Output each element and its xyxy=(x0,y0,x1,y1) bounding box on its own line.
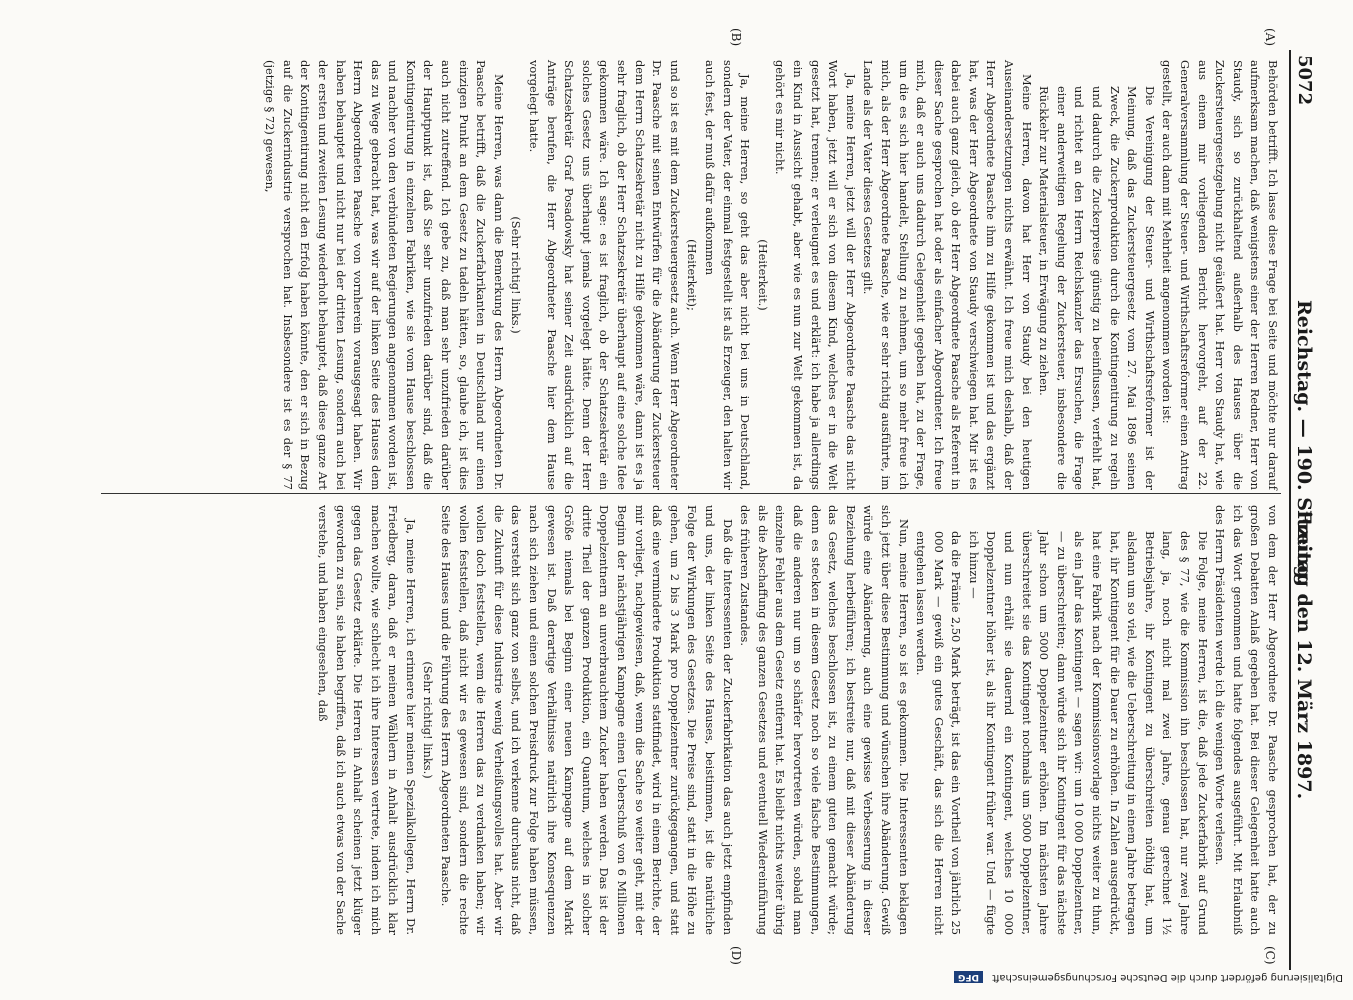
paragraph: Die Folge, meine Herren, ist die, daß jede Zuckerfabrik auf Grund des § 77, wie die Kommission ihn beschlossen hat, nur zwei Jahre lang, ja, noch nicht mal zwei Jahre, genau gerechnet 1½ Betriebsjahre, ihr Kontingent zu überschreiten nöthig hat, um alsdann um so viel, wie die Ueberschreitung in einem Jahre betragen hat, ihr Kontingent für die Dauer zu erhöhen. In Zahlen ausgedrückt, hat eine Fabrik nach der Kommissionsvorlage nichts weiter zu thun, als ein Jahr das Kontingent — sagen wir: um 10 000 Doppelzentner, — zu überschreiten; dann würde sich ihr Kontingent für das nächste Jahr schon um 5000 Doppelzentner erhöhen. Im nächsten Jahre überschreitet sie das Kontingent nochmals um 5000 Doppelzentner, und nun erhält sie dauernd ein Kontingent, welches 10 000 Doppelzentner höher ist, als ihr Kontingent früher war. Und — fügte ich hinzu — xyxy=(966,531,1210,935)
paragraph: (Sehr richtig! links.) xyxy=(421,661,436,779)
paragraph: Ja, meine Herren, ich erinnere hier meinen Spezialkollegen, Herrn Dr. Friedberg, daran, daß er meinen Wählern in Anhalt ausdrücklich klar machen wollte, wie schlecht ich ihre Interessen vertrete, indem ich mich gegen das Gesetz erklärte. Die Herren in Anhalt scheinen jetzt klüger geworden zu sein, sie haben begriffen, daß ich auch etwas von der Sache verstehe, und haben eingesehen, daß xyxy=(315,505,418,935)
dfg-logo: DFG xyxy=(954,971,983,983)
paragraph: Ja, meine Herren, jetzt will der Herr Abgeordnete Paasche das nicht Wort haben, jetzt will er sich von diesem Kind, welches er in die Welt gesetzt hat, trennen; er verleugnet es und erklärt: ich habe ja allerdings ein Kind in Aussicht gehabt, aber wie es nun zur Welt gekommen ist, da gehört es mir nicht. xyxy=(773,60,858,490)
paragraph: Meine Herren, was dann die Bemerkung des Herrn Abgeordneten Dr. Paasche betrifft, daß die Zuckerfabrikanten in Deutschland nur einen einzigen Punkt an dem Gesetz zu tadeln hätten, so, glaube ich, ist dies auch nicht zutreffend. Ich gebe zu, daß man sehr unzufrieden darüber der Hauptpunkt ist, daß Sie sehr unzufrieden darüber sind, daß die Kontingentirung in einzelnen Fabriken, wie sie vom Hause beschlossen und nachher von den verbündeten Regierungen angenommen worden ist, das zu Wege gebracht hat, was wir auf der linken Seite des Hauses dem Herrn Abgeordneten Paasche von vornherein vorausgesagt haben. Wir haben behauptet und nicht nur bei der dritten Lesung, sondern auch bei der ersten und zweiten Lesung wiederholt behauptet, daß diese ganze Art der Kontingentirung nicht den Erfolg haben könnte, den er sich in Bezug auf die Zuckerindustrie versprochen hat. Insbesondere ist es der § 77 (jetzige § 72) gewesen, xyxy=(263,60,506,490)
session-title: Reichstag. — 190. Sitzung. xyxy=(1293,300,1315,586)
paragraph: (Heiterkeit); xyxy=(685,239,700,311)
paragraph: Behörden betrifft. Ich lasse diese Frage bei Seite und möchte nur darauf aufmerksam machen, daß wenigstens einer der Herren Redner, Herr von Staudy, sich so zurückhaltend außerhalb des Hauses über die Zuckersteuergesetzgebung nicht geäußert hat. Herr von Staudy hat, wie aus einem mir vorliegenden Bericht hervorgeht, auf der 22. Generalversammlung der Steuer- und Wirthschaftsreformer einen Antrag gestellt, der auch dann mit Mehrheit angenommen worden ist: xyxy=(1160,60,1280,490)
right-column xyxy=(313,505,1281,935)
date-title: Freitag den 12. März 1897. xyxy=(1293,510,1315,800)
header-rule xyxy=(1289,50,1291,970)
column-divider xyxy=(101,493,1281,494)
margin-marker-b: (B) xyxy=(729,28,743,47)
paragraph: Die Vereinigung der Steuer- und Wirthschaftsreformer ist der Meinung, daß das Zuckersteuergesetz vom 27. Mai 1896 seinen Zweck, die Zuckerproduktion durch die Kontingentirung zu regeln und dadurch die Zuckerpreise günstig zu beeinflussen, verfehlt hat, und richtet an den Herrn Reichskanzler das Ersuchen, die Frage einer anderweitigen Regelung der Zuckersteuer, insbesondere die Rückkehr zur Materialsteuer, in Erwägung zu ziehen. xyxy=(1037,86,1157,490)
paragraph: Meine Herren, davon hat Herr von Staudy bei den heutigen Auseinandersetzungen nichts erwähnt. Ich freue mich deshalb, daß der Herr Abgeordnete Paasche ihm zu Hilfe gekommen ist und das ergänzt hat, was der Herr Abgeordnete von Staudy verschwiegen hat. Mir ist es dabei auch ganz gleich, ob der Herr Abgeordnete Paasche als Referent in dieser Sache gesprochen hat oder als einfacher Abgeordneter. Ich freue mich, daß er auch uns dadurch Gelegenheit gegeben hat, zu der Frage, um die es sich hier handelt, Stellung zu nehmen, um so mehr freue ich mich, als der Herr Abgeordnete Paasche, wie er sehr richtig ausführte, im Lande als der Vater dieses Gesetzes gilt. xyxy=(861,60,1034,490)
paragraph: und so ist es mit dem Zuckersteuergesetz auch. Wenn Herr Abgeordneter Dr. Paasche mit seinen Entwürfen für die Abänderung der Zuckersteuer dem Herrn Schatzsekretär nicht zu Hilfe gekommen wäre, dann ist es ja sehr fraglich, ob der Herr Schatzsekretär überhaupt auf eine solche Idee gekommen wäre. Ich sage: es ist fraglich, ob der Schatzsekretär ein solches Gesetz uns überhaupt jemals vorgelegt hätte. Denn der Herr Schatzsekretär Graf Posadowsky hat seiner Zeit ausdrücklich auf die Anträge berufen, die Herr Abgeordneter Paasche hier dem Hause vorgelegt hatte. xyxy=(527,60,682,490)
page-header xyxy=(1289,50,1323,970)
paragraph: (Sehr richtig! links.) xyxy=(509,216,524,334)
paragraph: Ja, meine Herren, so geht das aber nicht bei uns in Deutschland, sondern der Vater, der einmal festgestellt ist als Erzeuger, den halten wir auch fest, der muß dafür aufkommen xyxy=(703,60,753,490)
margin-marker-d: (D) xyxy=(729,946,743,965)
paragraph: (Heiterkeit.) xyxy=(755,239,770,311)
paragraph: Nun, meine Herren, so ist es gekommen. Die Interessenten beklagen sich jetzt über diese Bestimmung und wünschen ihre Abänderung. Gewiß würde eine Abänderung, auch eine gewisse Verbesserung in dieser Beziehung herbeiführen; ich bestreite nur, daß mit dieser Abänderung das Gesetz, welches beschlossen ist, zu einem guten gemacht würde; denn es stecken in diesem Gesetz noch so viele falsche Bestimmungen, daß die anderen nur um so schärfer hervortreten würden, sobald man einzelne Fehler aus dem Gesetz entfernt hat. Es bleibt nichts weiter übrig als die Abschaffung des ganzen Gesetzes und eventuell Wiedereinführung des früheren Zustandes. xyxy=(738,505,911,935)
digitization-note xyxy=(954,971,1343,983)
left-column xyxy=(261,60,1281,490)
paragraph: von dem der Herr Abgeordnete Dr. Paasche gesprochen hat, der zu großen Debatten Anlaß gegeben hat. Bei dieser Gelegenheit hatte auch ich das Wort genommen und hatte folgendes ausgeführt. Mit Erlaubniß des Herrn Präsidenten werde ich die wenigen Worte verlesen. xyxy=(1213,505,1280,935)
margin-marker-c: (C) xyxy=(1263,946,1277,965)
paragraph: da die Prämie 2,50 Mark beträgt, ist das ein Vortheil von jährlich 25 000 Mark — gewiß ein gutes Geschäft, das sich die Herren nicht entgehen lassen werden. xyxy=(914,531,964,935)
margin-marker-a: (A) xyxy=(1263,28,1277,47)
paragraph: Daß die Interessenten der Zuckerfabrikation das auch jetzt empfinden und uns, der linken Seite des Hauses, beistimmen, ist die natürliche Folge der Wirkungen des Gesetzes. Die Preise sind, statt in die Höhe zu gehen, um 2 bis 3 Mark pro Doppelzentner zurückgegangen, und statt daß eine verminderte Produktion stattfindet, wird in einem Berichte, der mir vorliegt, nachgewiesen, daß, wenn die Sache so weiter geht, mit der Beginn der nächstjährigen Kampagne einen Ueberschuß von 6 Millionen Doppelzentnern an unverbrauchtem Zucker haben werden. Das ist der dritte Theil der ganzen Produktion, ein Quantum, welches in solcher Größe niemals bei Beginn einer neuen Kampagne auf dem Markt gewesen ist. Daß derartige Verhältnisse natürlich ihre Konsequenzen nach sich ziehen und einen solchen Preisdruck zur Folge haben müssen, das versteht sich ganz von selbst, und ich verkenne durchaus nicht, daß die Zukunft für diese Industrie wenig Verheißungsvolles hat. Aber wir wollen doch feststellen, wem die Herren das zu verdanken haben; wir wollen feststellen, daß nicht wir es gewesen sind, sondern die rechte Seite des Hauses und die Führung des Herrn Abgeordneten Paasche. xyxy=(439,505,735,935)
digitization-text: Digitalisierung gefördert durch die Deutsche Forschungsgemeinschaft xyxy=(992,972,1343,983)
page-number: 5072 xyxy=(1294,55,1315,106)
